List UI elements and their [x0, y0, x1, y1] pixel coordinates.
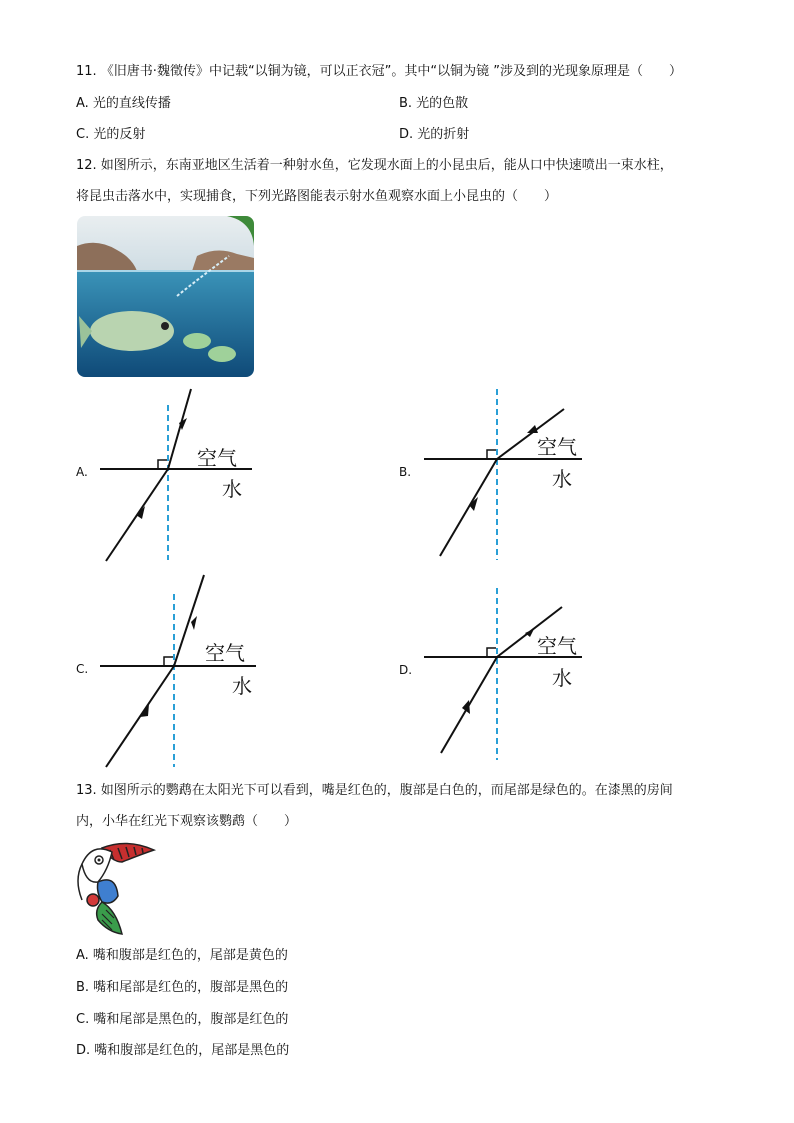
diagram-b-water-label: 水: [552, 467, 572, 491]
diagram-d-letter: D.: [399, 663, 413, 677]
diagram-a-letter: A.: [76, 465, 88, 479]
diagram-d-water-label: 水: [552, 666, 572, 690]
diagram-d-air-label: 空气: [537, 634, 577, 658]
q13-stem-line2: 内，小华在红光下观察该鹦鹉（ ）: [76, 814, 298, 829]
archer-fish-photo: [77, 216, 254, 377]
q11-option-c: C. 光的反射: [76, 127, 146, 142]
diagram-b-air-label: 空气: [537, 435, 577, 459]
diagram-c-water-label: 水: [232, 674, 252, 698]
q13-stem-line1: 13. 如图所示的鹦鹉在太阳光下可以看到，嘴是红色的，腹部是白色的，而尾部是绿色的。在漆黑的房间: [76, 783, 673, 798]
q13-option-a: A. 嘴和腹部是红色的，尾部是黄色的: [76, 948, 288, 963]
q13-option-b: B. 嘴和尾部是红色的，腹部是黑色的: [76, 980, 289, 995]
q11-stem: 11. 《旧唐书·魏徵传》中记载“以铜为镜，可以正衣冠”。其中“以铜为镜 ”涉及到的光现象原理是（ ）: [76, 64, 683, 79]
diagram-a-water-label: 水: [222, 477, 242, 501]
toucan-illustration: [72, 840, 164, 936]
q13-option-c: C. 嘴和尾部是黑色的，腹部是红色的: [76, 1012, 289, 1027]
diagram-b: [399, 385, 599, 565]
q12-stem-line1: 12. 如图所示，东南亚地区生活着一种射水鱼，它发现水面上的小昆虫后，能从口中快速喷出一束水柱，: [76, 158, 673, 173]
q13-option-d: D. 嘴和腹部是红色的，尾部是黑色的: [76, 1043, 290, 1058]
diagram-a-air-label: 空气: [197, 446, 237, 470]
q11-option-d: D. 光的折射: [399, 127, 470, 142]
diagram-c: [76, 572, 276, 772]
diagram-c-letter: C.: [76, 662, 89, 676]
q11-option-b: B. 光的色散: [399, 96, 469, 111]
q12-stem-line2: 将昆虫击落水中，实现捕食，下列光路图能表示射水鱼观察水面上小昆虫的（ ）: [76, 189, 558, 204]
diagram-a: [76, 385, 276, 565]
diagram-c-air-label: 空气: [205, 641, 245, 665]
q11-option-a: A. 光的直线传播: [76, 96, 171, 111]
diagram-b-letter: B.: [399, 465, 412, 479]
diagram-d: [399, 585, 599, 765]
